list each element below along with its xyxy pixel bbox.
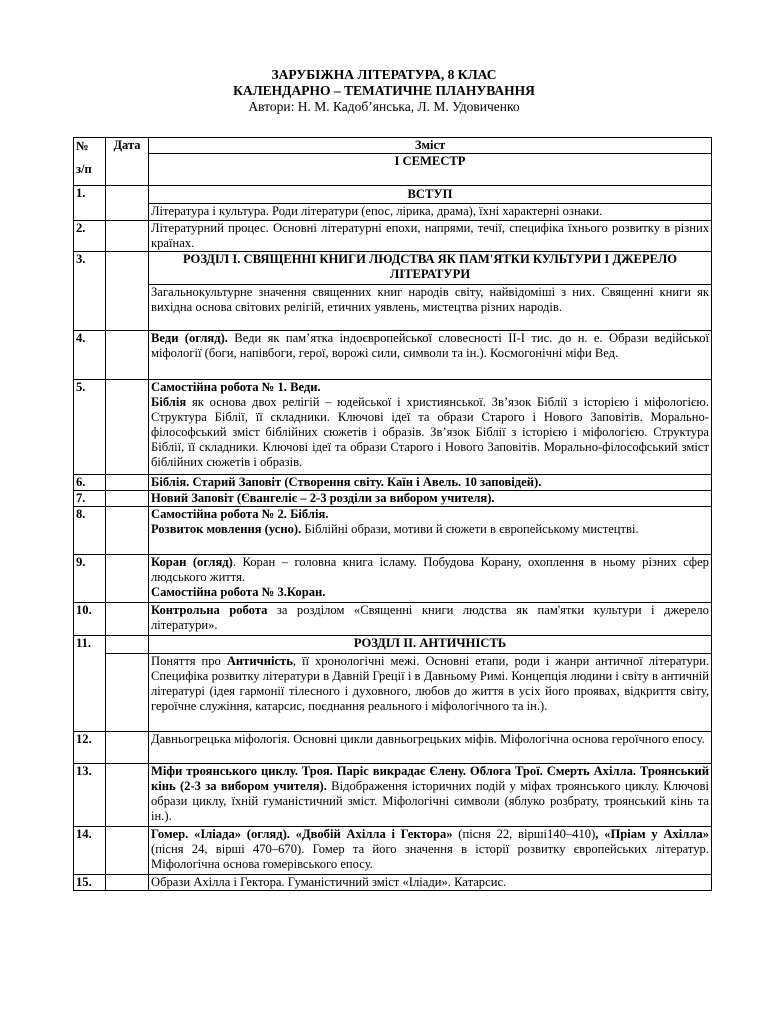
date-cell	[106, 603, 149, 636]
topic-bold: Гомер. «Іліада» (огляд). «Двобій Ахілла і Гектора»	[151, 827, 453, 841]
topic-bold: Самостійна робота № 2. Біблія.	[151, 507, 329, 521]
topic-text: (пісня 24, вірші 470–670).	[151, 842, 305, 856]
topic-cell: Біблія. Старий Заповіт (Створення світу. Каїн і Авель. 10 заповідей).	[149, 475, 712, 491]
date-cell	[106, 221, 149, 252]
date-cell	[106, 252, 149, 331]
date-cell	[106, 636, 149, 654]
table-row	[74, 764, 712, 827]
table-row	[74, 475, 712, 491]
row-number: 10.	[74, 603, 106, 636]
date-cell	[106, 732, 149, 764]
document-subtitle: КАЛЕНДАРНО – ТЕМАТИЧНЕ ПЛАНУВАННЯ	[233, 83, 535, 98]
topic-bold: , «Пріам у Ахілла»	[595, 827, 710, 841]
row-number: 3.	[74, 252, 106, 331]
topic-bold: Контрольна робота	[151, 603, 268, 617]
topic-bold: Веди (огляд).	[151, 331, 228, 345]
topic-text: Гомер та його значення в історії розвитку європейських літератур. Міфологічна основа гомерівського епосу.	[151, 842, 709, 871]
date-cell	[106, 654, 149, 732]
date-cell	[106, 491, 149, 507]
topic-cell	[149, 654, 712, 732]
row-number: 15.	[74, 875, 106, 891]
row-number: 7.	[74, 491, 106, 507]
row-number: 12.	[74, 732, 106, 764]
topic-cell: Література і культура. Роди літератури (епос, лірика, драма), їхні характерні ознаки.	[149, 204, 712, 221]
row-number: 1.	[74, 186, 106, 221]
topic-text: як основа двох релігій – юдейської і християнської. Зв’язок Біблії з історією і міфологією. Структура Біблії, її складники. Ключові ідеї та образи Старого і Нового Заповітів. Морально-філософський зміст біблійних сюжетів і образів. Зв’язок Біблії з історією і міфологією. Структура Біблії, її складники. Ключові ідеї та образи Старого і Нового Заповітів. Морально-філософський зміст біблійних сюжетів і образів.	[151, 395, 709, 469]
date-cell	[106, 507, 149, 555]
table-row	[74, 252, 712, 285]
topic-cell	[149, 507, 712, 555]
topic-cell: Образи Ахілла і Гектора. Гуманістичний зміст «Іліади». Катарсис.	[149, 875, 712, 891]
row-number: 11.	[74, 636, 106, 732]
date-cell	[106, 475, 149, 491]
semester-heading: І СЕМЕСТР	[149, 154, 712, 186]
table-row	[74, 875, 712, 891]
table-row	[74, 380, 712, 475]
topic-cell	[149, 555, 712, 603]
topic-bold: Коран (огляд)	[151, 555, 233, 569]
table-row	[74, 331, 712, 380]
table-row	[74, 654, 712, 732]
row-number: 14.	[74, 827, 106, 875]
date-cell	[106, 186, 149, 221]
topic-bold: Самостійна робота № 1. Веди.	[151, 380, 321, 394]
topic-text: Біблійні образи, мотиви й сюжети в європейському мистецтві.	[301, 522, 639, 536]
intro-heading: ВСТУП	[149, 186, 712, 204]
document-title: ЗАРУБІЖНА ЛІТЕРАТУРА, 8 КЛАС	[271, 67, 497, 82]
topic-cell	[149, 764, 712, 827]
topic-text: (пісня 22, вірші140–410)	[452, 827, 596, 841]
topic-cell: Літературний процес. Основні літературні епохи, напрями, течії, специфіка їхнього розвитку в різних країнах.	[149, 221, 712, 252]
topic-bold: Самостійна робота № 3.Коран.	[151, 585, 326, 599]
topic-cell	[149, 331, 712, 380]
table-row	[74, 827, 712, 875]
document-authors: Автори: Н. М. Кадоб’янська, Л. М. Удовиченко	[248, 99, 520, 114]
topic-text: Веди як пам’ятка індоєвропейської словесності ІІ-І тис. до н. е. Образи ведійської міфології (боги, напівбоги, герої, ворожі сили, символи та ін.). Космогонічні міфи Вед.	[151, 331, 709, 360]
row-number: 2.	[74, 221, 106, 252]
table-row	[74, 555, 712, 603]
col-num-header	[74, 138, 106, 186]
table-row	[74, 491, 712, 507]
topic-bold: Біблія	[151, 395, 187, 409]
section-heading: РОЗДІЛ ІІ. АНТИЧНІСТЬ	[149, 636, 712, 654]
topic-bold: Міфи троянського циклу. Троя. Паріс викрадає Єлену. Облога Трої. Смерть Ахілла. Троянський кінь (2-3 за вибором учителя).	[151, 764, 709, 793]
row-number: 8.	[74, 507, 106, 555]
date-cell	[106, 331, 149, 380]
table-row	[74, 507, 712, 555]
topic-cell	[149, 380, 712, 475]
topic-cell: Загальнокультурне значення священних книг народів світу, найвідоміші з них. Священні книги як вихідна основа світових релігій, етичних уявлень, мистецтва різних народів.	[149, 285, 712, 331]
topic-cell	[149, 603, 712, 636]
topic-bold: Розвиток мовлення (усно).	[151, 522, 302, 536]
plan-table	[73, 137, 712, 891]
topic-text: , її хронологічні межі. Основні етапи, роди і жанри античної літератури. Специфіка розвитку літератури в Давній Греції і в Давньому Римі. Концепція людини і світу в античній літературі (ідея гармонії тілесного і духовного, любов до життя в усіх його проявах, відкриття світу, героїчне служіння, катарсис, поєднання реального і міфологічного та ін.).	[151, 654, 709, 713]
topic-text: . Коран – головна книга ісламу. Побудова Корану, охоплення в ньому різних сфер людського життя.	[151, 555, 709, 584]
topic-cell	[149, 827, 712, 875]
date-cell	[106, 827, 149, 875]
table-row	[74, 204, 712, 221]
table-row	[74, 186, 712, 204]
row-number: 6.	[74, 475, 106, 491]
col-content-header: Зміст	[149, 138, 712, 154]
topic-text: Поняття про	[151, 654, 227, 668]
date-cell	[106, 555, 149, 603]
document-header	[0, 67, 768, 115]
col-date-header: Дата	[106, 138, 149, 186]
date-cell	[106, 764, 149, 827]
row-number: 13.	[74, 764, 106, 827]
topic-bold: Античність	[226, 654, 293, 668]
topic-cell: Давньогрецька міфологія. Основні цикли давньогрецьких міфів. Міфологічна основа героїчного епосу.	[149, 732, 712, 764]
table-header-row	[74, 138, 712, 154]
col-num-abbrev: з/п	[76, 162, 92, 176]
table-row	[74, 603, 712, 636]
row-number: 9.	[74, 555, 106, 603]
topic-text: за розділом «Священні книги людства як пам'ятки культури і джерело літератури».	[151, 603, 709, 632]
section-heading: РОЗДІЛ І. СВЯЩЕННІ КНИГИ ЛЮДСТВА ЯК ПАМ'ЯТКИ КУЛЬТУРИ І ДЖЕРЕЛО ЛІТЕРАТУРИ	[149, 252, 712, 285]
row-number: 5.	[74, 380, 106, 475]
row-number: 4.	[74, 331, 106, 380]
topic-cell: Новий Заповіт (Євангеліє – 2-3 розділи за вибором учителя).	[149, 491, 712, 507]
table-row	[74, 732, 712, 764]
date-cell	[106, 875, 149, 891]
table-row	[74, 221, 712, 252]
table-row	[74, 285, 712, 331]
col-num-symbol: №	[76, 139, 89, 153]
topic-text: Відображення історичних подій у міфах троянського циклу. Ключові образи циклу, їхній гуманістичний зміст. Міфологічні символи (яблуко розбрату, троянський кінь та ін.).	[151, 779, 709, 823]
table-row	[74, 636, 712, 654]
date-cell	[106, 380, 149, 475]
